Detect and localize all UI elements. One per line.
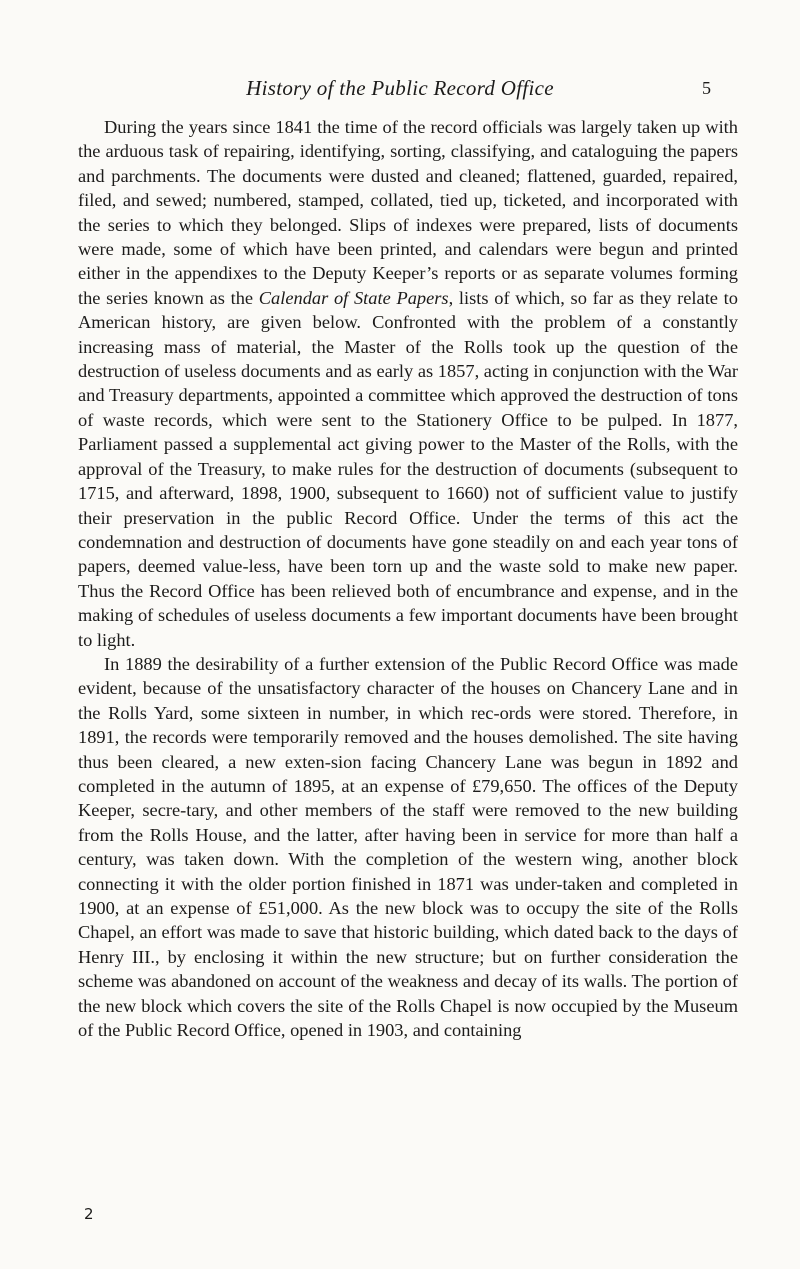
paragraph-1 — [78, 115, 738, 652]
signature-mark: 2 — [84, 1205, 94, 1223]
paragraph-1-part-1: During the years since 1841 the time of the record officials was largely taken up with the arduous task of repairing, identifying, sorting, classifying, and cataloguing the papers and parchments. The documents were dusted and cleaned; flattened, guarded, repaired, filed, and sewed; numbered, stamped, collated, tied up, ticketed, and incorporated with the series to which they belonged. Slips of indexes were prepared, lists of documents were made, some of which have been printed, and calendars were begun and printed either in the appendixes to the Deputy Keeper’s reports or as separate volumes forming the series known as the — [78, 117, 738, 308]
running-head-title: History of the Public Record Office — [246, 76, 554, 100]
calendar-title-italic: Calendar of State Papers — [258, 287, 449, 308]
paragraph-2: In 1889 the desirability of a further extension of the Public Record Office was made evident, because of the unsatisfactory character of the houses on Chancery Lane and in the Rolls Yard, some sixteen in number, in which rec-ords were stored. Therefore, in 1891, the records were temporarily removed and the houses demolished. The site having thus been cleared, a new exten-sion facing Chancery Lane was begun in 1892 and completed in the autumn of 1895, at an expense of £79,650. The offices of the Deputy Keeper, secre-tary, and other members of the staff were removed to the new building from the Rolls House, and the latter, after having been in service for more than half a century, was taken down. With the completion of the western wing, another block connecting it with the older portion finished in 1871 was under-taken and completed in 1900, at an expense of £51,000. As the new block was to occupy the site of the Rolls Chapel, an effort was made to save that historic building, which dated back to the days of Henry III., by enclosing it within the new structure; but on further consideration the scheme was abandoned on account of the weakness and decay of its walls. The portion of the new block which covers the site of the Rolls Chapel is now occupied by the Museum of the Public Record Office, opened in 1903, and containing — [78, 653, 738, 1041]
paragraph-1-part-2: , lists of which, so far as they relate to American history, are given below. Confronted with the problem of a constantly increasing mass of material, the Master of the Rolls took up the question of the destruction of useless documents and as early as 1857, acting in conjunction with the War and Treasury departments, appointed a committee which approved the destruction of tons of waste records, which were sent to the Stationery Office to be pulped. In 1877, Parliament passed a supplemental act giving power to the Master of the Rolls, with the approval of the Treasury, to make rules for the destruction of documents (subsequent to 1715, and afterward, 1898, 1900, subsequent to 1660) not of sufficient value to justify their preservation in the public Record Office. Under the terms of this act the condemnation and destruction of documents have gone steadily on and each year tons of papers, deemed value-less, have been torn up and the waste sold to make new paper. Thus the Record Office has been relieved both of encumbrance and expense, and in the making of schedules of useless documents a few important documents have been brought to light. — [78, 287, 738, 650]
body-text — [78, 115, 738, 1042]
page-number: 5 — [702, 78, 711, 98]
